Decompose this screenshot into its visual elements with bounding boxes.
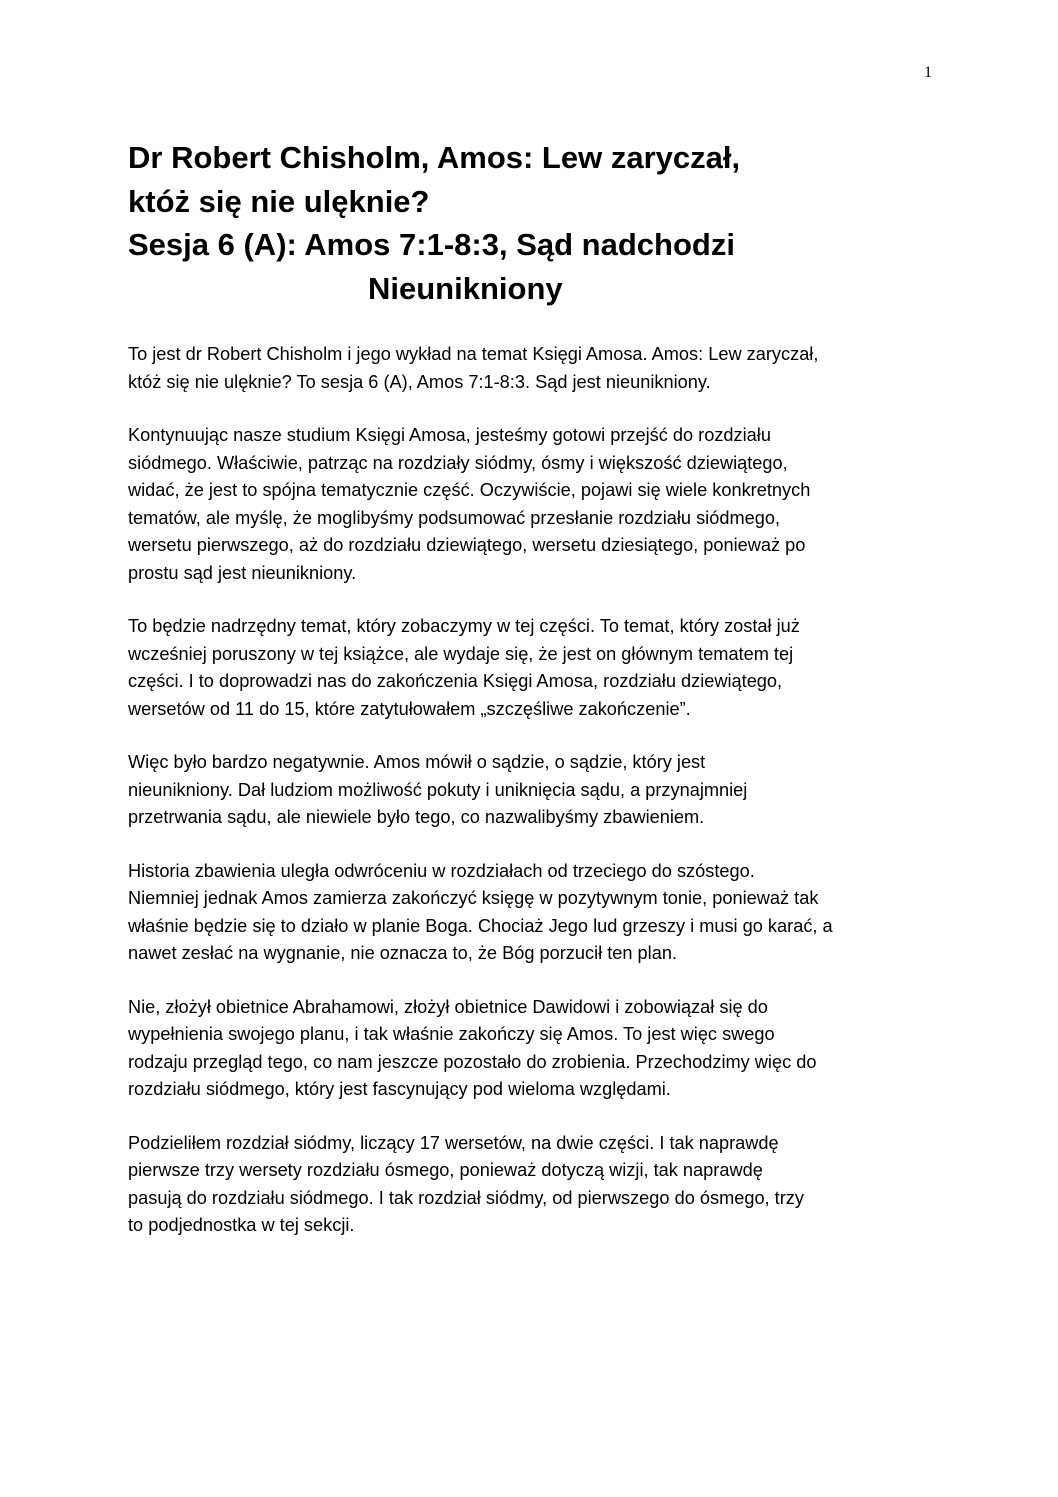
- paragraph-4: [128, 749, 928, 832]
- paragraph-3: [128, 613, 928, 723]
- text-line: Kontynuując nasze studium Księgi Amosa, jesteśmy gotowi przejść do rozdziału: [128, 425, 771, 445]
- text-line: nieunikniony. Dał ludziom możliwość pokuty i uniknięcia sądu, a przynajmniej: [128, 779, 748, 800]
- text-line: nawet zesłać na wygnanie, nie oznacza to, że Bóg porzucił ten plan.: [128, 943, 677, 963]
- text-line: Historia zbawienia uległa odwróceniu w rozdziałach od trzeciego do szóstego.: [128, 860, 755, 881]
- text-line: Podzieliłem rozdział siódmy, liczący 17 wersetów, na dwie części. I tak naprawdę: [128, 1132, 779, 1153]
- text-line: to podjednostka w tej sekcji.: [128, 1215, 355, 1235]
- document-title: [128, 136, 928, 310]
- text-line: Więc było bardzo negatywnie. Amos mówił o sądzie, o sądzie, który jest: [128, 752, 706, 772]
- text-line: przetrwania sądu, ale niewiele było tego, co nazwalibyśmy zbawieniem.: [128, 807, 705, 827]
- text-line: pierwsze trzy wersety rozdziału ósmego, ponieważ dotyczą wizji, tak naprawdę: [128, 1160, 763, 1180]
- text-line: wersetów od 11 do 15, które zatytułowałem „szczęśliwe zakończenie”.: [128, 698, 691, 719]
- text-line: wersetu pierwszego, aż do rozdziału dziewiątego, wersetu dziesiątego, ponieważ po: [128, 535, 806, 555]
- text-line: Niemniej jednak Amos zamierza zakończyć księgę w pozytywnym tonie, ponieważ tak: [128, 888, 819, 908]
- title-line: Dr Robert Chisholm, Amos: Lew zaryczał,: [128, 140, 741, 175]
- text-line: Nie, złożył obietnice Abrahamowi, złożył obietnice Dawidowi i zobowiązał się do: [128, 996, 768, 1017]
- text-line: części. I to doprowadzi nas do zakończenia Księgi Amosa, rozdziału dziewiątego,: [128, 671, 783, 691]
- paragraph-7: [128, 1130, 928, 1240]
- paragraph-5: [128, 858, 928, 968]
- paragraph-1: [128, 341, 928, 396]
- text-line: wypełnienia swojego planu, i tak właśnie zakończy się Amos. To jest więc swego: [128, 1024, 775, 1044]
- title-line: Sesja 6 (A): Amos 7:1-8:3, Sąd nadchodzi: [128, 227, 735, 262]
- text-line: rodzaju przegląd tego, co nam jeszcze pozostało do zrobienia. Przechodzimy więc do: [128, 1051, 817, 1072]
- document-body: [128, 341, 928, 1266]
- text-line: pasują do rozdziału siódmego. I tak rozdział siódmy, od pierwszego do ósmego, trzy: [128, 1187, 804, 1208]
- text-line: rozdziału siódmego, który jest fascynujący pod wieloma względami.: [128, 1079, 671, 1099]
- paragraph-2: [128, 422, 928, 587]
- text-line: To jest dr Robert Chisholm i jego wykład na temat Księgi Amosa. Amos: Lew zaryczał,: [128, 344, 819, 364]
- title-line: któż się nie ulęknie?: [128, 183, 430, 219]
- text-line: widać, że jest to spójna tematycznie część. Oczywiście, pojawi się wiele konkretnych: [128, 480, 811, 500]
- paragraph-6: [128, 994, 928, 1104]
- text-line: właśnie będzie się to działo w planie Boga. Chociaż Jego lud grzeszy i musi go karać, a: [128, 915, 833, 936]
- text-line: prostu sąd jest nieunikniony.: [128, 562, 357, 583]
- title-line: Nieunikniony: [368, 270, 563, 306]
- text-line: tematów, ale myślę, że moglibyśmy podsumować przesłanie rozdziału siódmego,: [128, 507, 781, 528]
- text-line: siódmego. Właściwie, patrząc na rozdziały siódmy, ósmy i większość dziewiątego,: [128, 452, 788, 473]
- text-line: któż się nie ulęknie? To sesja 6 (A), Amos 7:1-8:3. Sąd jest nieunikniony.: [128, 371, 711, 392]
- text-line: wcześniej poruszony w tej książce, ale wydaje się, że jest on głównym tematem tej: [128, 643, 794, 664]
- text-line: To będzie nadrzędny temat, który zobaczymy w tej części. To temat, który został już: [128, 616, 800, 636]
- page-number: 1: [924, 64, 932, 81]
